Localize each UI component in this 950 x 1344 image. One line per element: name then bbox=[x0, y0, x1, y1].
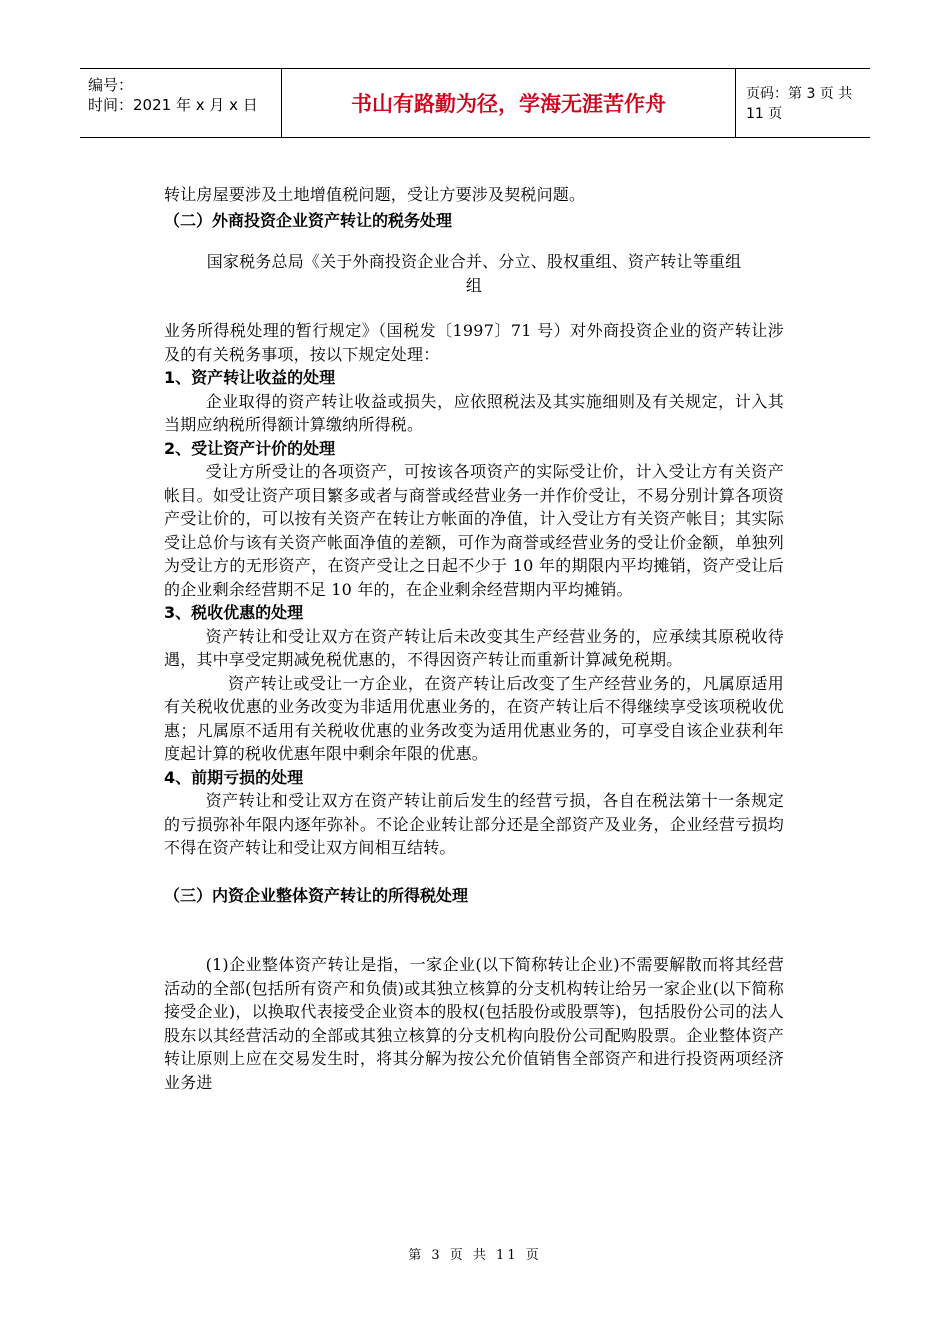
paragraph-regulation-title: 国家税务总局《关于外商投资企业合并、分立、股权重组、资产转让等重组 组 bbox=[206, 252, 742, 295]
paragraph-2: 受让方所受让的各项资产，可按该各项资产的实际受让价，计入受让方有关资产帐目。如受让资产项目繁多或者与商誉或经营业务一并作价受让，不易分别计算各项资产受让价的，可以按有关资产在转让方帐面的净值，计入受让方有关资产帐目；其实际受让总价与该有关资产帐面净值的差额，可作为商誉或经营业务的受让价金额，单独列为受让方的无形资产，在资产受让之日起不少于 10 年的期限内平均摊销，资产受让后的企业剩余经营期不足 10 年的，在企业剩余经营期内平均摊销。 bbox=[164, 462, 784, 599]
paragraph-regulation: 业务所得税处理的暂行规定》（国税发〔1997〕71 号）对外商投资企业的资产转让涉及的有关税务事项，按以下规定处理： bbox=[164, 321, 784, 364]
heading-foreign-investment: （二）外商投资企业资产转让的税务处理 bbox=[164, 210, 453, 230]
number-label: 编号： bbox=[88, 76, 134, 94]
paragraph-intro: 转让房屋要涉及土地增值税问题，受让方要涉及契税问题。 bbox=[164, 185, 586, 204]
paragraph-4: 资产转让和受让双方在资产转让前后发生的经营亏损，各自在税法第十一条规定的亏损弥补年限内逐年弥补。不论企业转让部分还是全部资产及业务，企业经营亏损均不得在资产转让和受让双方间相互结转。 bbox=[164, 791, 784, 857]
heading-1: 1、资产转让收益的处理 bbox=[164, 368, 336, 387]
document-body bbox=[164, 183, 784, 1094]
page-footer: 第 3 页 共 11 页 bbox=[408, 1248, 542, 1263]
paragraph-3b: 资产转让或受让一方企业，在资产转让后改变了生产经营业务的，凡属原适用有关税收优惠的业务改变为非适用优惠业务的，在资产转让后不得继续享受该项税收优惠；凡属原不适用有关税收优惠的业务改变为适用优惠业务的，可享受自该企业获利年度起计算的税收优惠年限中剩余年限的优惠。 bbox=[164, 673, 784, 763]
paragraph-3a: 资产转让和受让双方在资产转让后未改变其生产经营业务的，应承续其原税收待遇，其中享受定期减免税优惠的，不得因资产转让而重新计算减免税期。 bbox=[164, 626, 784, 669]
heading-4: 4、前期亏损的处理 bbox=[164, 767, 304, 787]
heading-3: 3、税收优惠的处理 bbox=[164, 603, 304, 622]
page-header bbox=[80, 68, 870, 138]
heading-2: 2、受让资产计价的处理 bbox=[164, 438, 336, 458]
paragraph-domestic: (1)企业整体资产转让是指，一家企业(以下简称转让企业)不需要解散而将其经营活动的全部(包括所有资产和负债)或其独立核算的分支机构转让给另一家企业(以下简称接受企业)，以换取代表接受企业资本的股权(包括股份或股票等)，包括股份公司的法人股东以其经营活动的全部或其独立核算的分支机构向股份公司配购股票。企业整体资产转让原则上应在交易发生时，将其分解为按公允价值销售全部资产和进行投资两项经济业务进 bbox=[164, 955, 784, 1092]
header-meta bbox=[80, 69, 281, 137]
date-label: 时间：2021 年 x 月 x 日 bbox=[88, 96, 258, 114]
header-page-number: 页码：第 3 页 共 11 页 bbox=[746, 86, 853, 122]
header-motto: 书山有路勤为径，学海无涯苦作舟 bbox=[281, 69, 736, 137]
paragraph-1: 企业取得的资产转让收益或损失，应依照税法及其实施细则及有关规定，计入其当期应纳税所得额计算缴纳所得税。 bbox=[164, 391, 784, 434]
heading-domestic: （三）内资企业整体资产转让的所得税处理 bbox=[164, 885, 469, 905]
